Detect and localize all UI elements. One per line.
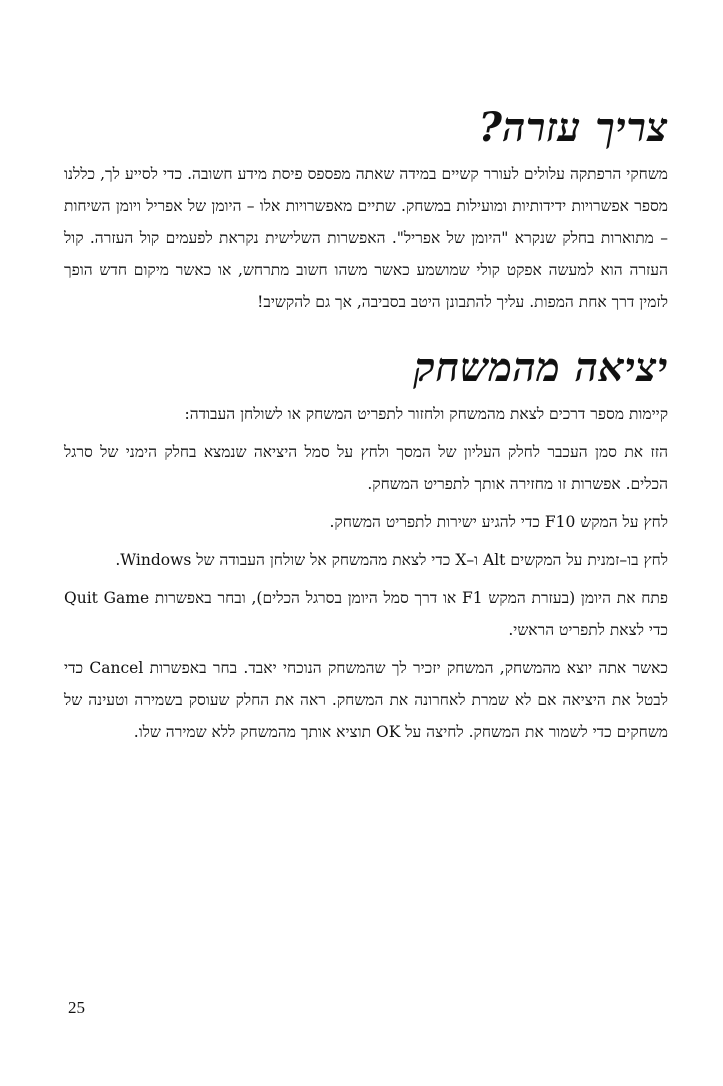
exit-heading: יציאה מהמשחק [413, 344, 668, 391]
page-number: 25 [68, 998, 85, 1017]
help-paragraph: משחקי הרפתקה עלולים לעורר קשיים במידה שאתה מפספס פיסת מידע חשובה. כדי לסייע לך, כללנו מספר אפשרויות ידידותיות ומועילות במשחק. שתיים מאפשרויות אלו – היומן של אפריל ויומן השיחות – מתוארות בחלק שנקרא "היומן של אפריל". האפשרות השלישית נקראת לפעמים קול העזרה. קול העזרה הוא למעשה אפקט קולי שמושמע כאשר משהו חשוב מתרחש, או כאשר מיקום חדש הופך לזמין דרך אחת המפות. עליך להתבונן היטב בסביבה, אך גם להקשיב! [64, 165, 668, 311]
help-section [64, 100, 668, 318]
exit-toolbar-paragraph: הזז את סמן העכבר לחלק העליון של המסך ולחץ על סמל היציאה שנמצא בחלק הימני של סרגל הכלים. אפשרות זו מחזירה אותך לתפריט המשחק. [64, 443, 668, 493]
help-heading: צריך עזרה? [478, 104, 668, 151]
exit-warning-paragraph: כאשר אתה יוצא מהמשחק, המשחק יזכיר לך שהמשחק הנוכחי יאבד. בחר באפשרות Cancel כדי לבטל את היציאה אם לא שמרת לאחרונה את המשחק. ראה את החלק שעוסק בשמירה וטעינה של משחקים כדי לשמור את המשחק. לחיצה על OK תוציא אותך מהמשחק ללא שמירה שלו. [64, 659, 668, 741]
page-content [64, 100, 668, 748]
exit-alt-x-paragraph: לחץ בו–זמנית על המקשים Alt ו–X כדי לצאת מהמשחק אל שולחן העבודה של Windows. [115, 551, 668, 569]
exit-journal-paragraph: פתח את היומן (בעזרת המקש F1 או דרך סמל היומן בסרגל הכלים), ובחר באפשרות Quit Game כדי לצאת לתפריט הראשי. [64, 589, 668, 639]
exit-section [64, 340, 668, 748]
exit-f10-paragraph: לחץ על המקש F10 כדי להגיע ישירות לתפריט המשחק. [329, 513, 668, 531]
exit-intro-paragraph: קיימות מספר דרכים לצאת מהמשחק ולחזור לתפריט המשחק או לשולחן העבודה: [184, 405, 668, 423]
